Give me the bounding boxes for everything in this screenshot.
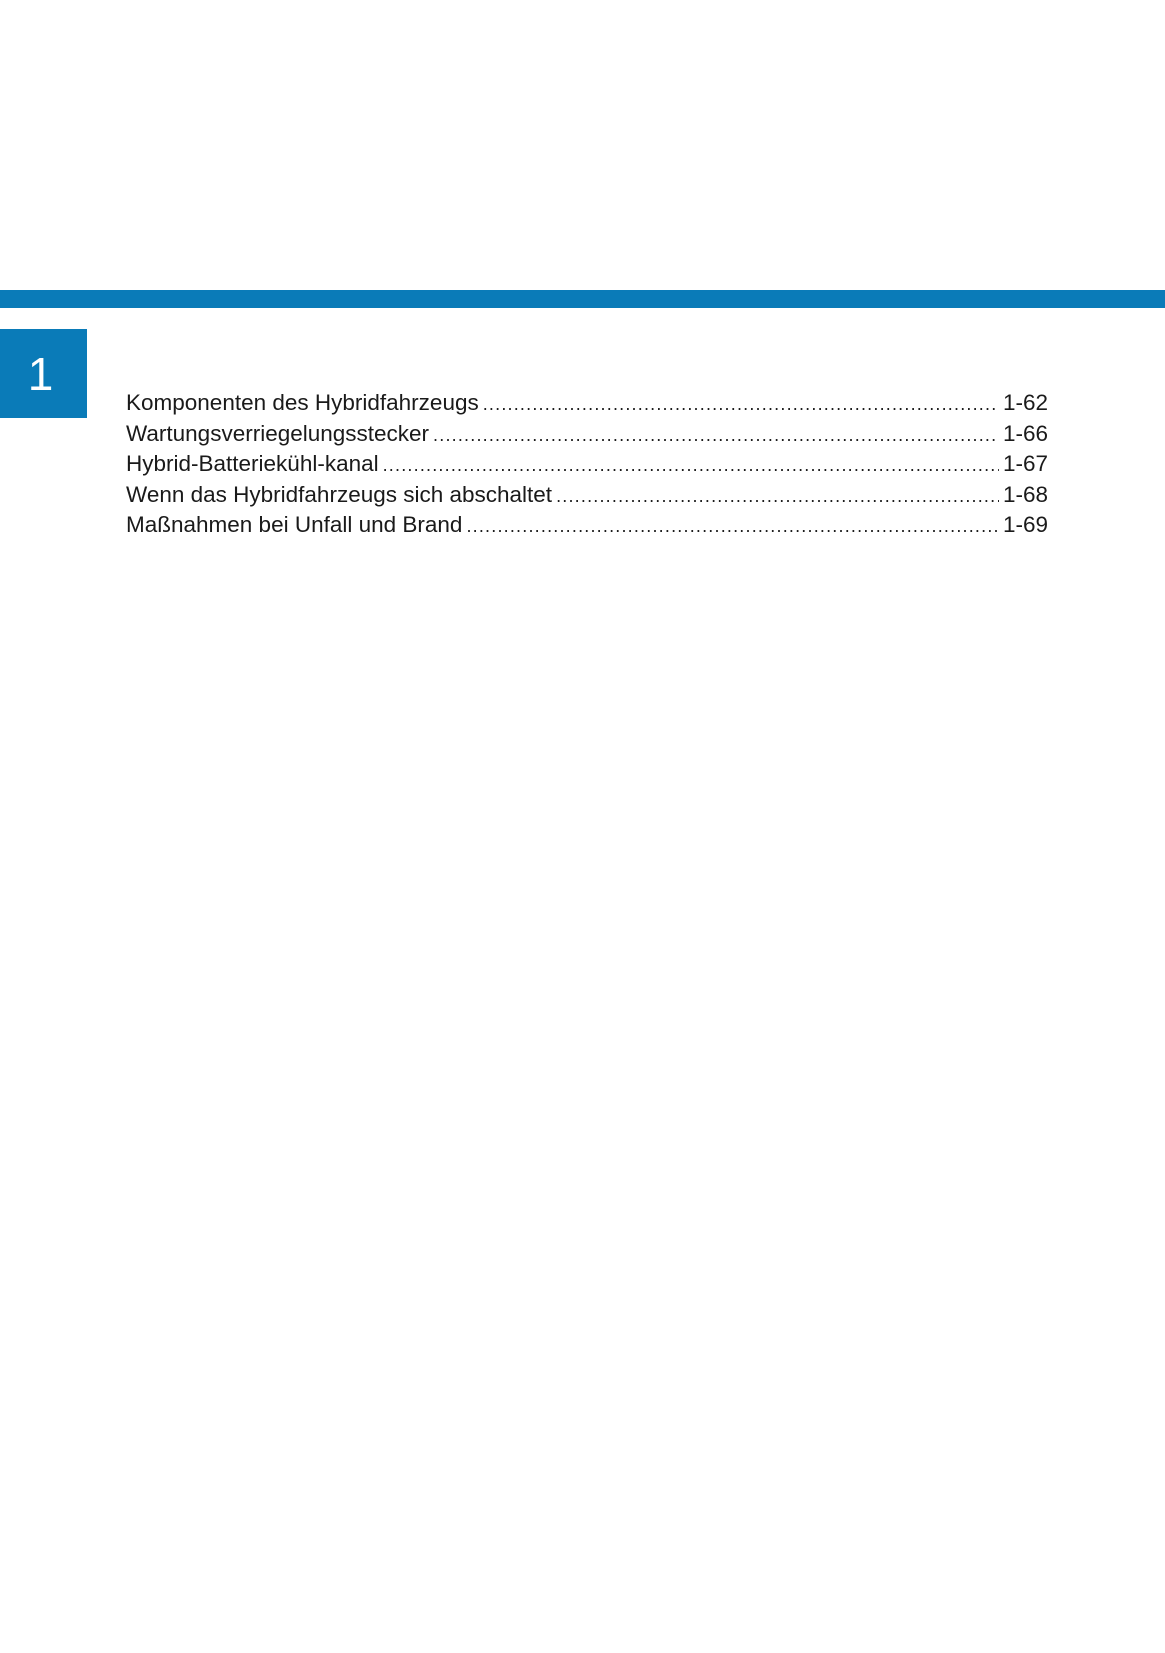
toc-entry[interactable]	[126, 419, 1048, 450]
toc-entry[interactable]	[126, 449, 1048, 480]
toc-entry-page: 1-66	[1002, 420, 1048, 446]
toc-dot-leader	[556, 481, 999, 512]
toc-entry-title: Wenn das Hybridfahrzeugs sich abschaltet	[126, 481, 553, 507]
chapter-number: 1	[27, 347, 54, 400]
toc-entry-title: Komponenten des Hybridfahrzeugs	[126, 390, 479, 415]
toc-entry-page: 1-67	[1002, 451, 1048, 476]
toc-entry-title: Wartungsverriegelungsstecker	[126, 420, 430, 446]
toc-entry[interactable]	[126, 510, 1048, 541]
toc-entry-page: 1-69	[1002, 512, 1048, 537]
toc-entry-page: 1-62	[1002, 390, 1048, 415]
table-of-contents	[126, 388, 1048, 541]
toc-dot-leader	[483, 389, 999, 420]
toc-entry[interactable]	[126, 388, 1048, 419]
chapter-header-rule	[0, 290, 1165, 308]
toc-dot-leader	[383, 450, 999, 481]
toc-entry-page: 1-68	[1002, 481, 1048, 507]
toc-entry[interactable]	[126, 480, 1048, 511]
toc-entry-title: Maßnahmen bei Unfall und Brand	[126, 512, 463, 537]
toc-entry-title: Hybrid-Batteriekühl-kanal	[126, 451, 379, 476]
toc-dot-leader	[466, 511, 999, 542]
toc-dot-leader	[433, 420, 999, 451]
chapter-number-tab	[0, 329, 87, 418]
